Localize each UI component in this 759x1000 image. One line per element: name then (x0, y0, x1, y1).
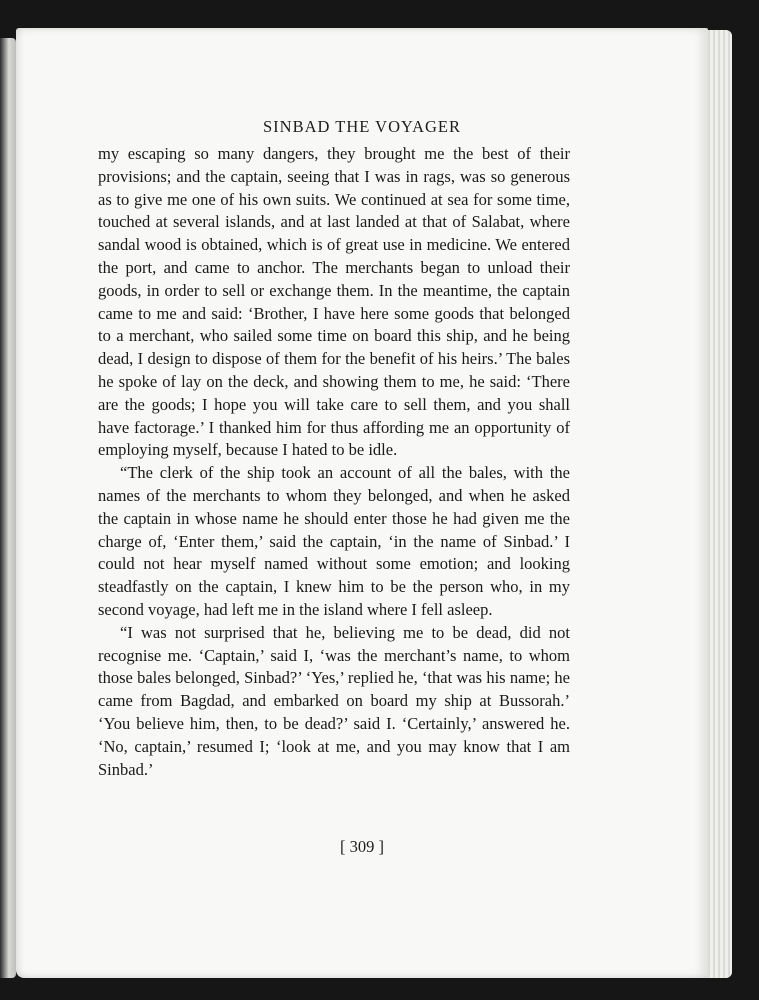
page-number: [ 309 ] (340, 837, 384, 856)
body-text (98, 143, 570, 781)
left-page-edge (0, 38, 16, 978)
paragraph: “I was not surprised that he, believing me to be dead, did not recognise me. ‘Captain,’ said I, ‘was the merchant’s name, to whom those bales belonged, Sinbad?’ ‘Yes,’ replied he, ‘that was his name; he came from Bagdad, and embarked on board my ship at Bussorah.’ ‘You believe him, then, to be dead?’ said I. ‘Certainly,’ answered he. ‘No, captain,’ resumed I; ‘look at me, and you may know that I am Sinbad.’ (98, 622, 570, 779)
running-head: SINBAD THE VOYAGER (263, 117, 461, 136)
paragraph: my escaping so many dangers, they brought me the best of their provisions; and the captain, seeing that I was in rags, was so generous as to give me one of his own suits. We continued at sea for some time, touched at several islands, and at last landed at that of Salabat, where sandal wood is obtained, which is of great use in medicine. We entered the port, and came to anchor. The merchants began to unload their goods, in order to sell or exchange them. In the meantime, the captain came to me and said: ‘Brother, I have here some goods that belonged to a merchant, who sailed some time on board this ship, and he being dead, I design to dispose of them for the benefit of his heirs.’ The bales he spoke of lay on the deck, and showing them to me, he said: ‘There are the goods; I hope you will take care to sell them, and you shall have factorage.’ I thanked him for thus affording me an opportunity of employing myself, because I hated to be idle. (98, 144, 570, 460)
paragraph: “The clerk of the ship took an account of all the bales, with the names of the merchants to whom they belonged, and when he asked the captain in whose name he should enter those he had given me the charge of, ‘Enter them,’ said the captain, ‘in the name of Sinbad.’ I could not hear myself named without some emotion; and looking steadfastly on the captain, I knew him to be the person who, in my second voyage, had left me in the island where I fell asleep. (98, 463, 570, 619)
